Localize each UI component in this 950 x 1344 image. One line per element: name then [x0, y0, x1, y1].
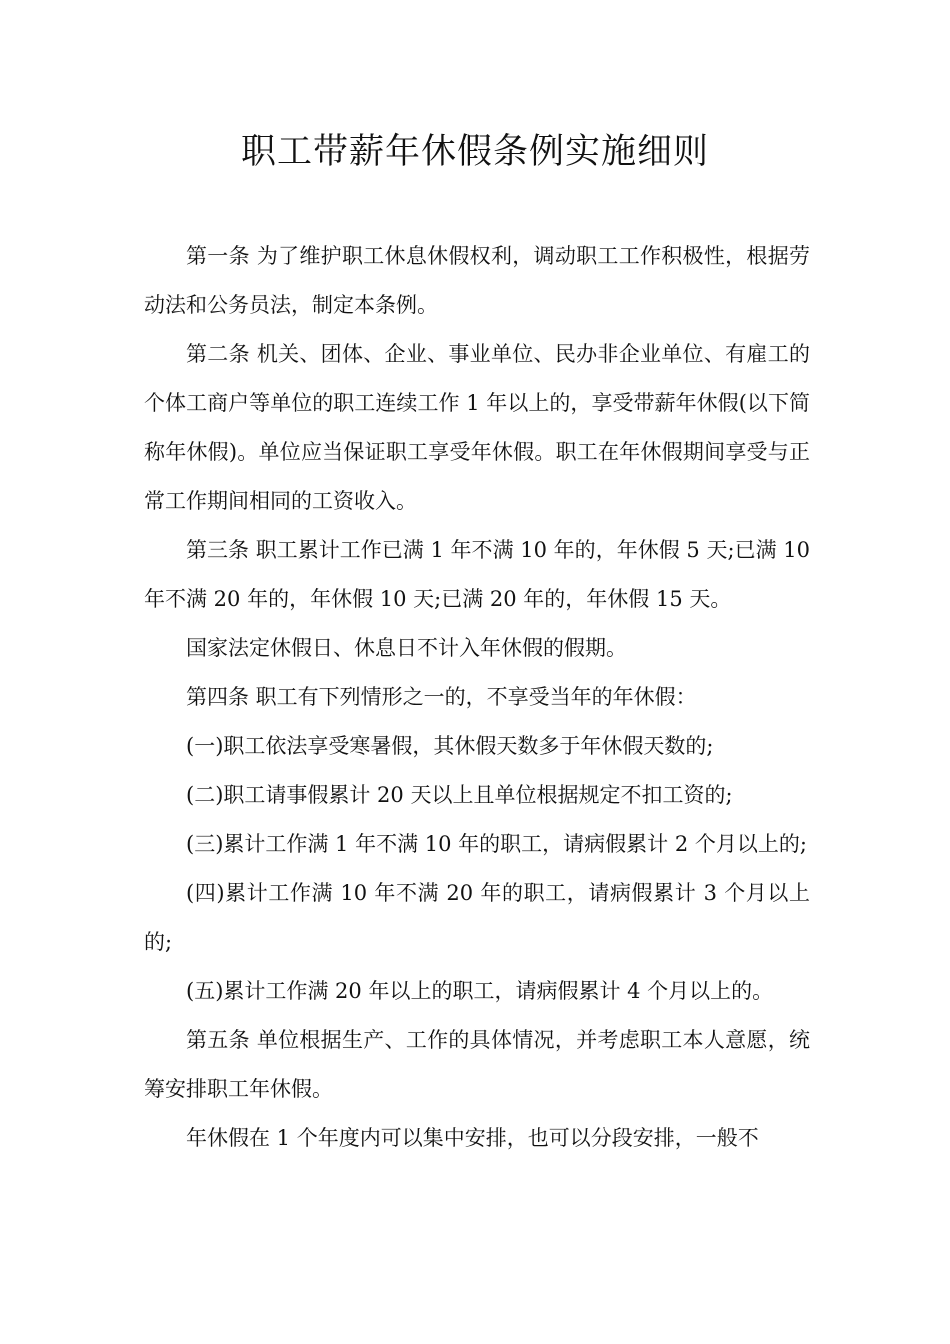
article-4-item-5: (五)累计工作满 20 年以上的职工，请病假累计 4 个月以上的。 — [186, 979, 774, 1003]
article-4-item-2: (二)职工请事假累计 20 天以上且单位根据规定不扣工资的; — [186, 783, 733, 807]
document-body — [144, 232, 810, 1163]
article-4-item-4: (四)累计工作满 10 年不满 20 年的职工，请病假累计 3 个月以上的; — [144, 881, 810, 954]
article-4-paragraph: 第四条 职工有下列情形之一的，不享受当年的年休假： — [186, 685, 697, 709]
document-title: 职工带薪年休假条例实施细则 — [240, 132, 709, 172]
article-1-paragraph: 第一条 为了维护职工休息休假权利，调动职工工作积极性，根据劳动法和公务员法，制定本条例。 — [144, 244, 810, 317]
article-3-paragraph: 第三条 职工累计工作已满 1 年不满 10 年的，年休假 5 天;已满 10 年不满 20 年的，年休假 10 天;已满 20 年的，年休假 15 天。 — [144, 538, 810, 611]
article-4-item-1: (一)职工依法享受寒暑假，其休假天数多于年休假天数的; — [186, 734, 714, 758]
article-2-paragraph: 第二条 机关、团体、企业、事业单位、民办非企业单位、有雇工的个体工商户等单位的职工连续工作 1 年以上的，享受带薪年休假(以下简称年休假)。单位应当保证职工享受年休假。职工在年休假期间享受与正常工作期间相同的工资收入。 — [144, 342, 810, 513]
annual-leave-arrangement-paragraph: 年休假在 1 个年度内可以集中安排，也可以分段安排，一般不 — [186, 1126, 759, 1150]
holiday-exclusion-paragraph: 国家法定休假日、休息日不计入年休假的假期。 — [186, 636, 627, 660]
article-5-paragraph: 第五条 单位根据生产、工作的具体情况，并考虑职工本人意愿，统筹安排职工年休假。 — [144, 1028, 810, 1101]
article-4-item-3: (三)累计工作满 1 年不满 10 年的职工，请病假累计 2 个月以上的; — [186, 832, 807, 856]
